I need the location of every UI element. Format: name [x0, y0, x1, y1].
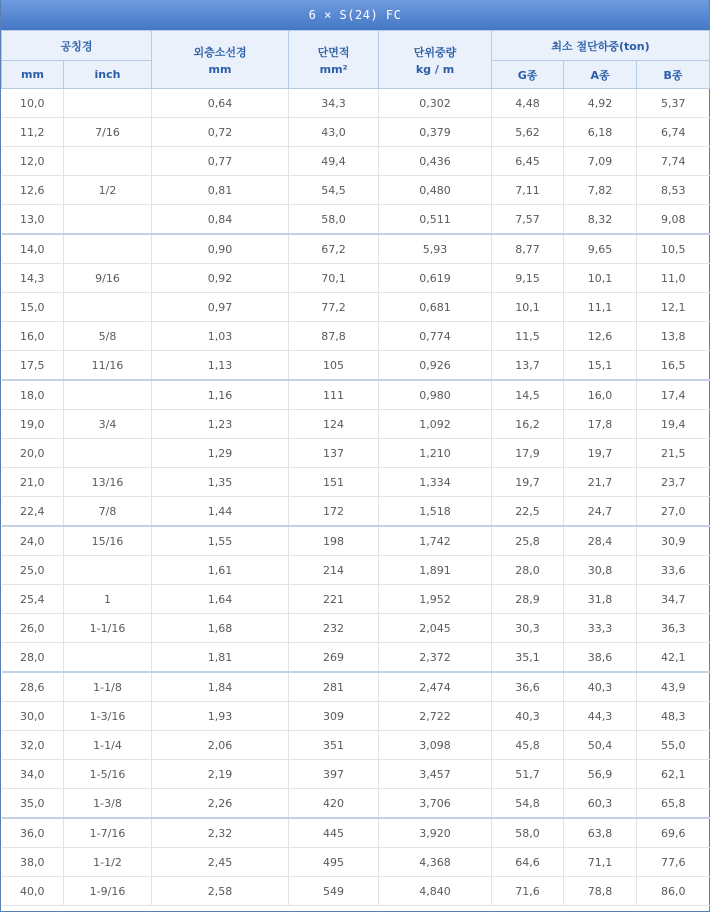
header-outer-dia [152, 31, 289, 89]
cell-grade-b: 69,6 [637, 818, 710, 848]
cell-grade-b: 86,0 [637, 877, 710, 906]
cell-inch: 1/2 [64, 176, 152, 205]
cell-outer-dia: 0,92 [152, 264, 289, 293]
cell-outer-dia: 1,03 [152, 322, 289, 351]
cell-mm: 22,4 [2, 497, 64, 527]
cell-area: 58,0 [289, 205, 379, 235]
cell-inch [64, 439, 152, 468]
cell-area: 43,0 [289, 118, 379, 147]
cell-inch: 1-1/16 [64, 614, 152, 643]
cell-grade-a: 33,3 [564, 614, 637, 643]
cell-weight: 0,511 [379, 205, 492, 235]
cell-outer-dia: 0,90 [152, 234, 289, 264]
cell-mm: 26,0 [2, 614, 64, 643]
cell-weight: 2,722 [379, 702, 492, 731]
cell-area: 198 [289, 526, 379, 556]
cell-grade-a: 11,1 [564, 293, 637, 322]
cell-inch [64, 234, 152, 264]
cell-weight: 0,681 [379, 293, 492, 322]
table-row [2, 410, 710, 439]
header-weight [379, 31, 492, 89]
cell-grade-a: 63,8 [564, 818, 637, 848]
cell-outer-dia: 2,45 [152, 848, 289, 877]
cell-outer-dia: 1,29 [152, 439, 289, 468]
cell-grade-g: 19,7 [492, 468, 564, 497]
cell-grade-g: 45,8 [492, 731, 564, 760]
cell-grade-a: 78,8 [564, 877, 637, 906]
cell-outer-dia: 1,44 [152, 497, 289, 527]
cell-inch [64, 556, 152, 585]
cell-weight: 0,436 [379, 147, 492, 176]
cell-grade-a: 50,4 [564, 731, 637, 760]
cell-outer-dia: 1,23 [152, 410, 289, 439]
cell-area: 124 [289, 410, 379, 439]
cell-grade-g: 14,5 [492, 380, 564, 410]
cell-area: 281 [289, 672, 379, 702]
cell-weight: 2,372 [379, 643, 492, 673]
cell-outer-dia: 1,16 [152, 380, 289, 410]
cell-grade-g: 7,57 [492, 205, 564, 235]
cell-inch: 1-7/16 [64, 818, 152, 848]
cell-weight: 0,619 [379, 264, 492, 293]
cell-grade-g: 40,3 [492, 702, 564, 731]
cell-weight: 1,952 [379, 585, 492, 614]
cell-grade-g: 30,3 [492, 614, 564, 643]
cell-area: 397 [289, 760, 379, 789]
cell-inch [64, 89, 152, 118]
table-title: 6 × S(24) FC [1, 0, 709, 30]
cell-inch: 1-9/16 [64, 877, 152, 906]
cell-outer-dia: 1,84 [152, 672, 289, 702]
cell-area: 214 [289, 556, 379, 585]
cell-mm: 14,3 [2, 264, 64, 293]
cell-grade-a: 6,18 [564, 118, 637, 147]
cell-grade-b: 27,0 [637, 497, 710, 527]
cell-area: 49,4 [289, 147, 379, 176]
cell-grade-a: 12,6 [564, 322, 637, 351]
cell-grade-g: 11,5 [492, 322, 564, 351]
cell-grade-g: 10,1 [492, 293, 564, 322]
cell-weight: 1,891 [379, 556, 492, 585]
cell-weight: 5,93 [379, 234, 492, 264]
table-row [2, 234, 710, 264]
cell-grade-g: 22,5 [492, 497, 564, 527]
header-nominal: 공칭경 [2, 31, 152, 61]
cell-grade-b: 17,4 [637, 380, 710, 410]
cell-grade-a: 10,1 [564, 264, 637, 293]
cell-grade-g: 17,9 [492, 439, 564, 468]
header-nominal-mm: mm [2, 61, 64, 89]
table-row [2, 293, 710, 322]
cell-inch: 11/16 [64, 351, 152, 381]
table-body [2, 89, 710, 906]
cell-grade-b: 16,5 [637, 351, 710, 381]
cell-area: 172 [289, 497, 379, 527]
cell-grade-g: 71,6 [492, 877, 564, 906]
cell-inch: 1-3/16 [64, 702, 152, 731]
header-nominal-inch: inch [64, 61, 152, 89]
cell-grade-a: 44,3 [564, 702, 637, 731]
cell-inch: 15/16 [64, 526, 152, 556]
cell-inch: 9/16 [64, 264, 152, 293]
header-area [289, 31, 379, 89]
cell-outer-dia: 1,93 [152, 702, 289, 731]
cell-grade-g: 25,8 [492, 526, 564, 556]
cell-grade-g: 8,77 [492, 234, 564, 264]
table-row [2, 672, 710, 702]
cell-grade-g: 28,9 [492, 585, 564, 614]
cell-grade-a: 7,82 [564, 176, 637, 205]
cell-grade-a: 60,3 [564, 789, 637, 819]
cell-grade-a: 30,8 [564, 556, 637, 585]
cell-weight: 0,379 [379, 118, 492, 147]
cell-weight: 3,457 [379, 760, 492, 789]
cell-grade-b: 21,5 [637, 439, 710, 468]
cell-grade-g: 9,15 [492, 264, 564, 293]
table-row [2, 877, 710, 906]
cell-weight: 3,098 [379, 731, 492, 760]
cell-mm: 38,0 [2, 848, 64, 877]
table-row [2, 468, 710, 497]
cell-area: 309 [289, 702, 379, 731]
cell-inch [64, 293, 152, 322]
cell-area: 34,3 [289, 89, 379, 118]
table-row [2, 147, 710, 176]
table-row [2, 322, 710, 351]
cell-mm: 25,4 [2, 585, 64, 614]
cell-grade-b: 6,74 [637, 118, 710, 147]
table-row [2, 176, 710, 205]
table-row [2, 380, 710, 410]
cell-outer-dia: 1,13 [152, 351, 289, 381]
cell-grade-a: 19,7 [564, 439, 637, 468]
cell-weight: 1,742 [379, 526, 492, 556]
cell-weight: 1,210 [379, 439, 492, 468]
cell-area: 105 [289, 351, 379, 381]
cell-mm: 10,0 [2, 89, 64, 118]
cell-inch [64, 147, 152, 176]
cell-inch: 5/8 [64, 322, 152, 351]
cell-mm: 16,0 [2, 322, 64, 351]
cell-grade-b: 23,7 [637, 468, 710, 497]
cell-mm: 15,0 [2, 293, 64, 322]
table-row [2, 789, 710, 819]
table-row [2, 818, 710, 848]
cell-grade-g: 54,8 [492, 789, 564, 819]
cell-area: 495 [289, 848, 379, 877]
table-row [2, 118, 710, 147]
cell-inch: 1-5/16 [64, 760, 152, 789]
cell-grade-b: 12,1 [637, 293, 710, 322]
cell-grade-a: 8,32 [564, 205, 637, 235]
cell-area: 445 [289, 818, 379, 848]
cell-outer-dia: 1,35 [152, 468, 289, 497]
cell-weight: 0,926 [379, 351, 492, 381]
cell-inch [64, 380, 152, 410]
cell-outer-dia: 2,58 [152, 877, 289, 906]
cell-weight: 2,474 [379, 672, 492, 702]
table-row [2, 526, 710, 556]
cell-area: 549 [289, 877, 379, 906]
cell-mm: 36,0 [2, 818, 64, 848]
table-row [2, 702, 710, 731]
cell-grade-g: 13,7 [492, 351, 564, 381]
cell-inch [64, 643, 152, 673]
cell-weight: 4,368 [379, 848, 492, 877]
cell-inch: 13/16 [64, 468, 152, 497]
cell-grade-b: 19,4 [637, 410, 710, 439]
cell-outer-dia: 1,55 [152, 526, 289, 556]
cell-weight: 1,518 [379, 497, 492, 527]
cell-mm: 11,2 [2, 118, 64, 147]
cell-inch: 7/8 [64, 497, 152, 527]
cell-mm: 12,6 [2, 176, 64, 205]
cell-grade-b: 7,74 [637, 147, 710, 176]
table-row [2, 614, 710, 643]
cell-grade-b: 30,9 [637, 526, 710, 556]
cell-grade-a: 28,4 [564, 526, 637, 556]
cell-mm: 30,0 [2, 702, 64, 731]
cell-weight: 3,706 [379, 789, 492, 819]
cell-grade-b: 55,0 [637, 731, 710, 760]
cell-grade-b: 33,6 [637, 556, 710, 585]
table-row [2, 351, 710, 381]
cell-grade-g: 28,0 [492, 556, 564, 585]
cell-grade-g: 4,48 [492, 89, 564, 118]
cell-mm: 28,0 [2, 643, 64, 673]
cell-mm: 24,0 [2, 526, 64, 556]
cell-outer-dia: 2,06 [152, 731, 289, 760]
cell-inch: 7/16 [64, 118, 152, 147]
cell-grade-a: 24,7 [564, 497, 637, 527]
cell-mm: 12,0 [2, 147, 64, 176]
cell-grade-b: 43,9 [637, 672, 710, 702]
cell-area: 87,8 [289, 322, 379, 351]
cell-grade-g: 64,6 [492, 848, 564, 877]
cell-mm: 21,0 [2, 468, 64, 497]
cell-inch: 1-3/8 [64, 789, 152, 819]
cell-grade-a: 7,09 [564, 147, 637, 176]
table-row [2, 585, 710, 614]
table-row [2, 264, 710, 293]
cell-area: 351 [289, 731, 379, 760]
cell-outer-dia: 1,64 [152, 585, 289, 614]
header-grade-g: G종 [492, 61, 564, 89]
cell-mm: 17,5 [2, 351, 64, 381]
cell-mm: 18,0 [2, 380, 64, 410]
table-row [2, 89, 710, 118]
cell-grade-b: 77,6 [637, 848, 710, 877]
cell-grade-b: 34,7 [637, 585, 710, 614]
cell-grade-b: 9,08 [637, 205, 710, 235]
cell-grade-g: 5,62 [492, 118, 564, 147]
table-row [2, 848, 710, 877]
cell-grade-a: 56,9 [564, 760, 637, 789]
cell-outer-dia: 0,77 [152, 147, 289, 176]
table-row [2, 731, 710, 760]
cell-grade-g: 51,7 [492, 760, 564, 789]
cell-grade-b: 42,1 [637, 643, 710, 673]
cell-inch: 1-1/8 [64, 672, 152, 702]
cell-inch: 1 [64, 585, 152, 614]
cell-outer-dia: 1,61 [152, 556, 289, 585]
cell-grade-g: 6,45 [492, 147, 564, 176]
cell-area: 111 [289, 380, 379, 410]
table-row [2, 556, 710, 585]
cell-weight: 1,334 [379, 468, 492, 497]
cell-mm: 19,0 [2, 410, 64, 439]
cell-mm: 25,0 [2, 556, 64, 585]
cell-weight: 0,774 [379, 322, 492, 351]
cell-area: 221 [289, 585, 379, 614]
cell-area: 420 [289, 789, 379, 819]
cell-mm: 40,0 [2, 877, 64, 906]
cell-grade-a: 38,6 [564, 643, 637, 673]
cell-grade-g: 36,6 [492, 672, 564, 702]
table-row [2, 643, 710, 673]
header-grade-b: B종 [637, 61, 710, 89]
table-row [2, 439, 710, 468]
cell-weight: 1,092 [379, 410, 492, 439]
cell-grade-b: 36,3 [637, 614, 710, 643]
cell-grade-g: 58,0 [492, 818, 564, 848]
cell-outer-dia: 2,19 [152, 760, 289, 789]
cell-outer-dia: 1,68 [152, 614, 289, 643]
cell-grade-b: 11,0 [637, 264, 710, 293]
cell-grade-b: 13,8 [637, 322, 710, 351]
cell-grade-g: 16,2 [492, 410, 564, 439]
header-area-label: 단면적 [317, 45, 350, 59]
cell-grade-a: 15,1 [564, 351, 637, 381]
cell-mm: 13,0 [2, 205, 64, 235]
cell-grade-b: 65,8 [637, 789, 710, 819]
cell-outer-dia: 1,81 [152, 643, 289, 673]
cell-outer-dia: 0,81 [152, 176, 289, 205]
cell-grade-a: 71,1 [564, 848, 637, 877]
cell-inch: 1-1/4 [64, 731, 152, 760]
cell-weight: 4,840 [379, 877, 492, 906]
cell-area: 232 [289, 614, 379, 643]
table-row [2, 760, 710, 789]
cell-mm: 20,0 [2, 439, 64, 468]
cell-grade-a: 31,8 [564, 585, 637, 614]
cell-outer-dia: 2,32 [152, 818, 289, 848]
table-row [2, 205, 710, 235]
header-outer-dia-label: 외층소선경 [193, 45, 247, 59]
cell-grade-a: 4,92 [564, 89, 637, 118]
cell-grade-a: 9,65 [564, 234, 637, 264]
cell-area: 67,2 [289, 234, 379, 264]
header-breaking-load: 최소 절단하중(ton) [492, 31, 710, 61]
cell-mm: 34,0 [2, 760, 64, 789]
cell-grade-b: 10,5 [637, 234, 710, 264]
cell-inch: 3/4 [64, 410, 152, 439]
header-weight-label: 단위중량 [413, 45, 457, 59]
cell-area: 54,5 [289, 176, 379, 205]
cell-area: 70,1 [289, 264, 379, 293]
cell-area: 151 [289, 468, 379, 497]
header-weight-unit: kg / m [415, 62, 455, 76]
cell-area: 269 [289, 643, 379, 673]
cell-weight: 0,980 [379, 380, 492, 410]
cell-grade-a: 16,0 [564, 380, 637, 410]
cell-mm: 35,0 [2, 789, 64, 819]
cell-grade-a: 40,3 [564, 672, 637, 702]
cell-outer-dia: 0,84 [152, 205, 289, 235]
cell-mm: 28,6 [2, 672, 64, 702]
cell-grade-g: 35,1 [492, 643, 564, 673]
cell-outer-dia: 0,64 [152, 89, 289, 118]
cell-grade-b: 8,53 [637, 176, 710, 205]
cell-outer-dia: 0,97 [152, 293, 289, 322]
cell-grade-b: 48,3 [637, 702, 710, 731]
cell-grade-a: 21,7 [564, 468, 637, 497]
cell-grade-g: 7,11 [492, 176, 564, 205]
cell-inch: 1-1/2 [64, 848, 152, 877]
cell-mm: 14,0 [2, 234, 64, 264]
wire-rope-spec-table [1, 30, 710, 906]
cell-area: 137 [289, 439, 379, 468]
cell-grade-b: 5,37 [637, 89, 710, 118]
cell-grade-a: 17,8 [564, 410, 637, 439]
cell-weight: 0,302 [379, 89, 492, 118]
header-outer-dia-unit: mm [208, 62, 232, 76]
cell-grade-b: 62,1 [637, 760, 710, 789]
header-area-unit: mm² [319, 62, 348, 76]
cell-weight: 2,045 [379, 614, 492, 643]
header-grade-a: A종 [564, 61, 637, 89]
cell-weight: 0,480 [379, 176, 492, 205]
cell-mm: 32,0 [2, 731, 64, 760]
cell-inch [64, 205, 152, 235]
cell-outer-dia: 2,26 [152, 789, 289, 819]
cell-area: 77,2 [289, 293, 379, 322]
table-row [2, 497, 710, 527]
cell-outer-dia: 0,72 [152, 118, 289, 147]
cell-weight: 3,920 [379, 818, 492, 848]
